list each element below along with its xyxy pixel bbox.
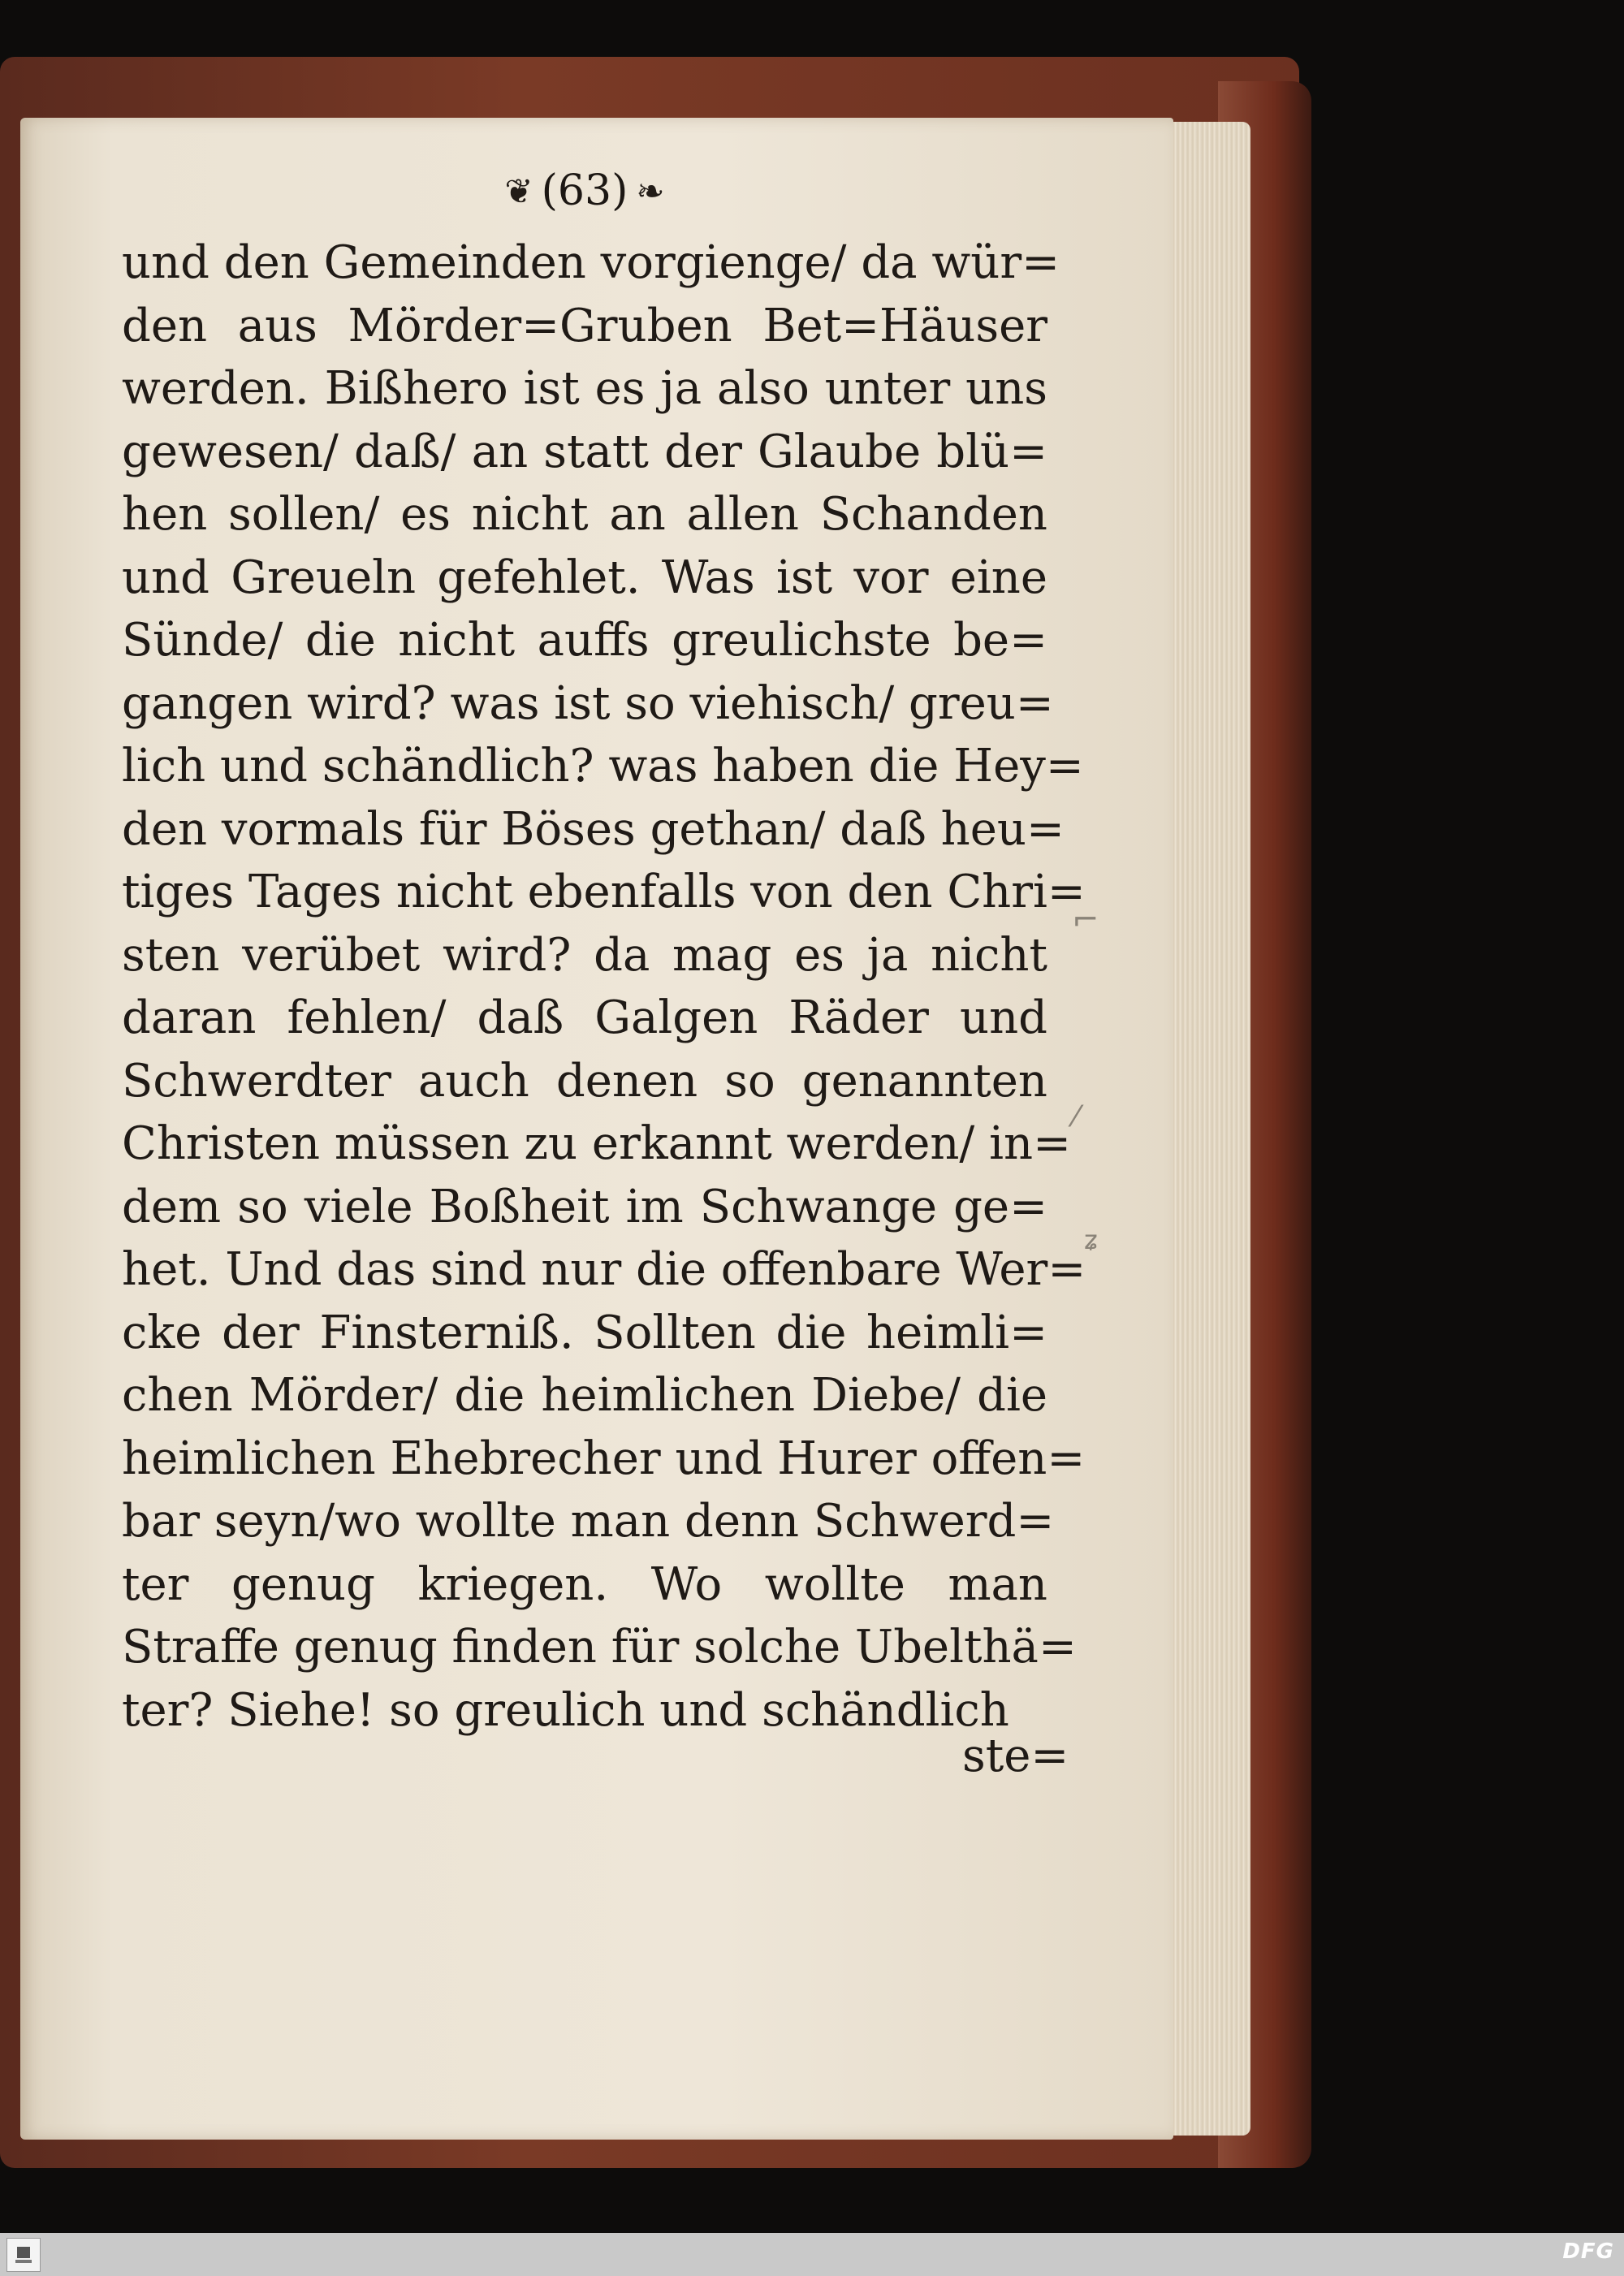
text-line: und den Gemeinden vorgienge/ da wür= bbox=[122, 236, 1060, 289]
text-line: Christen müssen zu erkannt werden/ in= bbox=[122, 1117, 1071, 1170]
text-line: heimlichen Ehebrecher und Hurer offen= bbox=[122, 1432, 1086, 1485]
text-line: chen Mörder/ die heimlichen Diebe/ die bbox=[122, 1369, 1047, 1422]
text-line: werden. Bißhero ist es ja also unter uns bbox=[122, 362, 1047, 415]
text-line: tiges Tages nicht ebenfalls von den Chri= bbox=[122, 866, 1086, 918]
text-line: den vormals für Böses gethan/ daß heu= bbox=[122, 802, 1065, 856]
text-line: cke der Finsterniß. Sollten die heimli= bbox=[122, 1306, 1047, 1359]
text-line: bar seyn/wo wollte man denn Schwerd= bbox=[122, 1495, 1055, 1548]
viewer-footer-bar bbox=[0, 2233, 1624, 2276]
page-edges bbox=[1161, 122, 1250, 2136]
text-line: gewesen/ daß/ an statt der Glaube blü= bbox=[122, 425, 1047, 478]
text-line: dem so viele Boßheit im Schwange ge= bbox=[122, 1180, 1047, 1233]
margin-bracket-icon: ⌐ bbox=[1072, 901, 1099, 939]
library-logo-icon bbox=[6, 2238, 41, 2272]
text-line: hen sollen/ es nicht an allen Schanden bbox=[122, 488, 1047, 541]
text-line: lich und schändlich? was haben die Hey= bbox=[122, 740, 1084, 792]
text-line: Schwerdter auch denen so genannten bbox=[122, 1054, 1047, 1108]
text-line: ter? Siehe! so greulich und schändlich bbox=[122, 1683, 1009, 1737]
page-number: (63) bbox=[541, 166, 628, 215]
text-line: ter genug kriegen. Wo wollte man bbox=[122, 1557, 1047, 1611]
catchword: ste= bbox=[962, 1730, 1069, 1782]
text-line: und Greueln gefehlet. Was ist vor eine bbox=[122, 551, 1047, 604]
text-line: daran fehlen/ daß Galgen Räder und bbox=[122, 991, 1047, 1044]
dfg-logo: DFG bbox=[1562, 2239, 1614, 2264]
margin-pencil-mark-icon: ⁄ bbox=[1073, 1100, 1079, 1134]
text-line: sten verübet wird? da mag es ja nicht bbox=[122, 928, 1047, 982]
text-line: den aus Mörder=Gruben Bet=Häuser bbox=[122, 299, 1047, 352]
text-line: gangen wird? was ist so viehisch/ greu= bbox=[122, 676, 1054, 730]
margin-pencil-mark-icon: ʑ bbox=[1084, 1224, 1098, 1255]
text-line: Straffe genug finden für solche Ubelthä= bbox=[122, 1621, 1077, 1674]
body-text bbox=[122, 231, 1086, 1742]
page-header bbox=[455, 162, 715, 219]
text-line: Sünde/ die nicht auffs greulichste be= bbox=[122, 614, 1047, 667]
left-ornament-icon: ❦ bbox=[504, 171, 533, 211]
right-ornament-icon: ❧ bbox=[636, 171, 665, 211]
text-line: het. Und das sind nur die offenbare Wer= bbox=[122, 1243, 1086, 1296]
